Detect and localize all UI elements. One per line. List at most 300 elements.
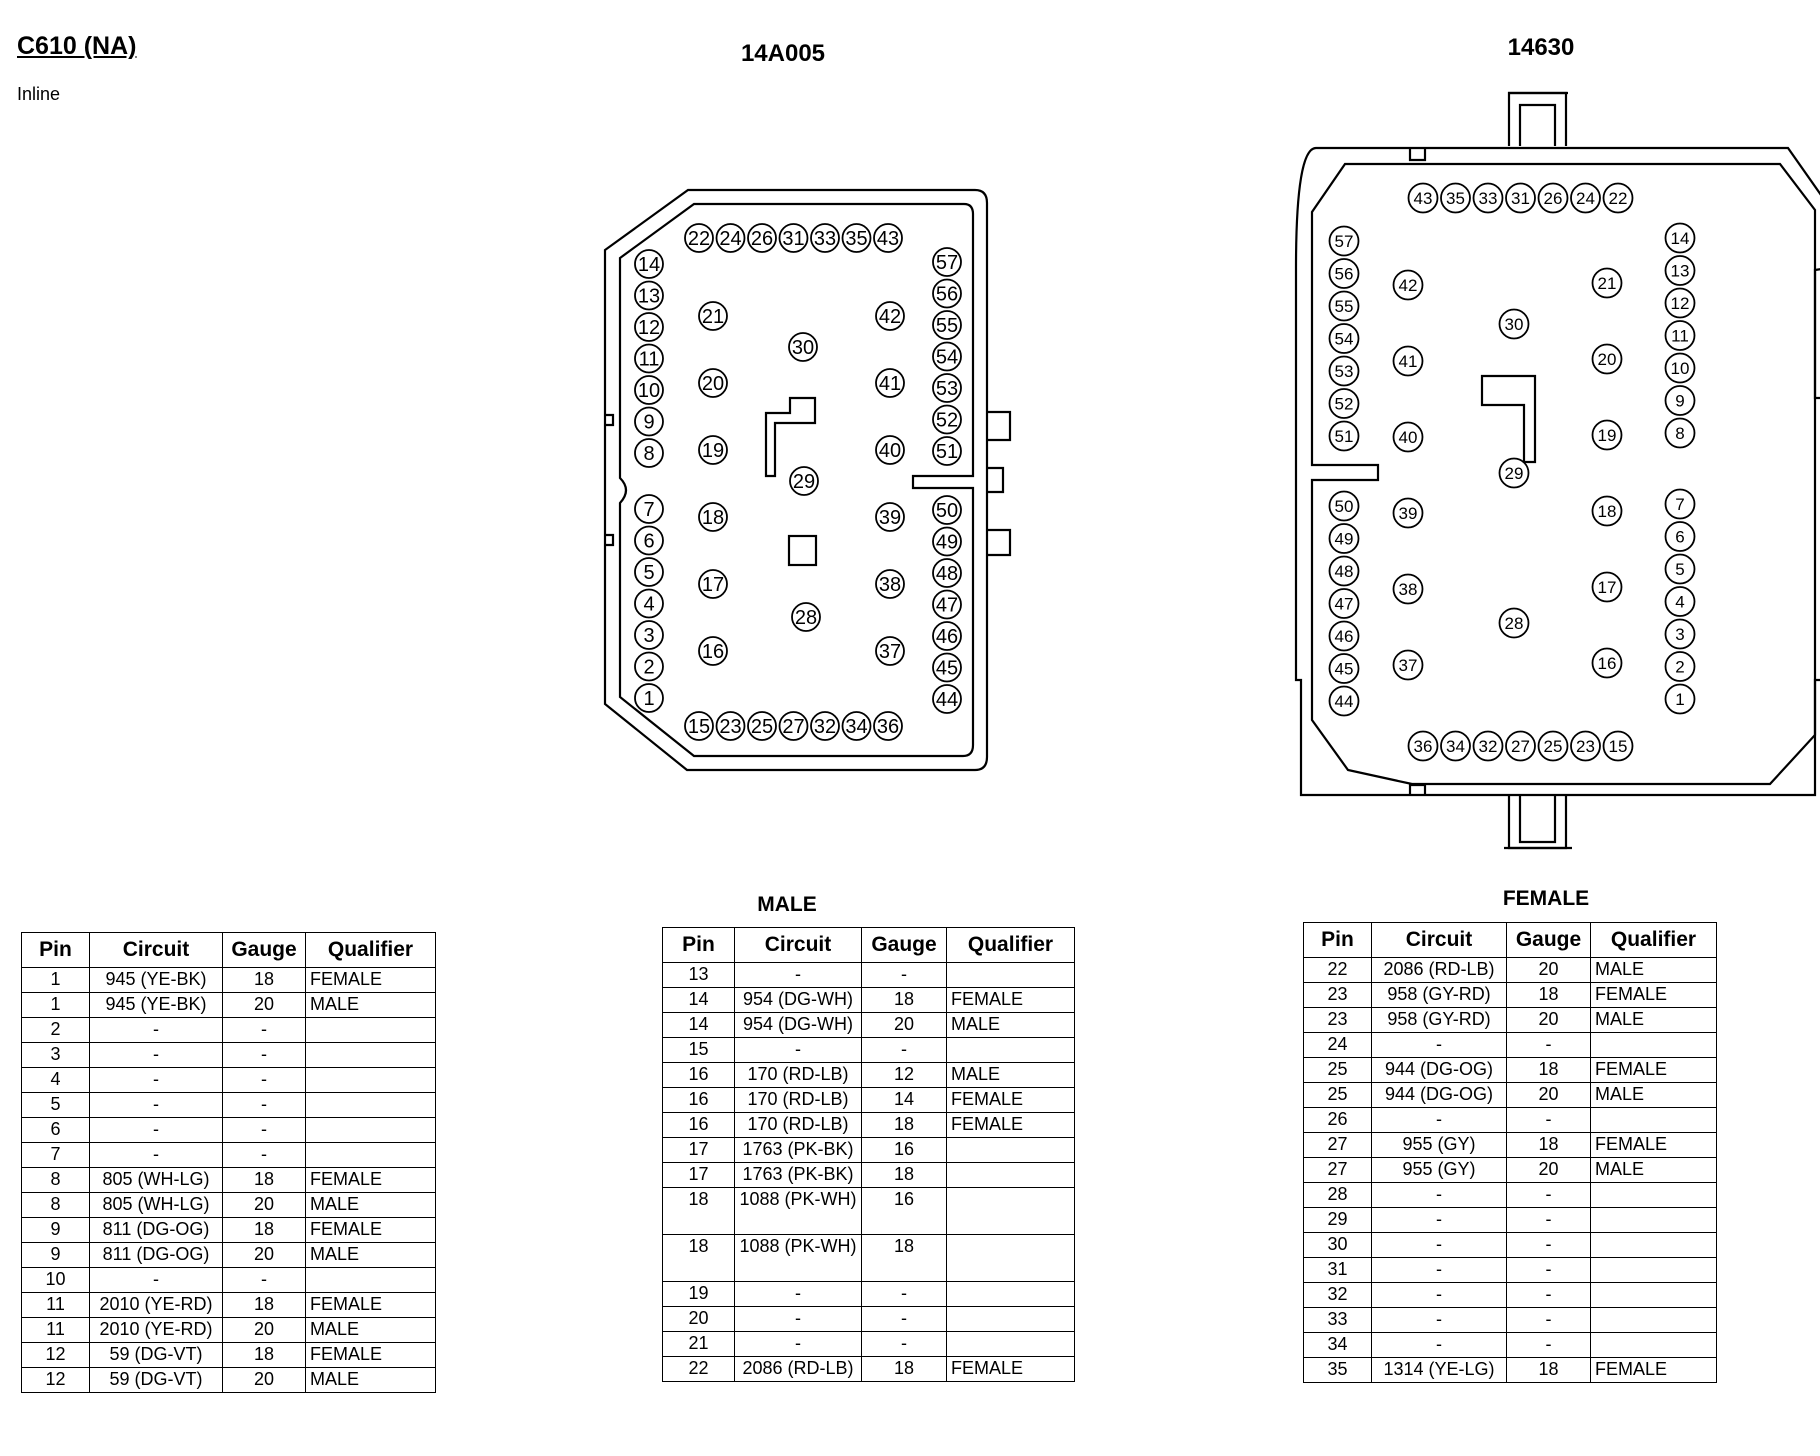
qualifier-cell [1591,1283,1717,1308]
pin-number-label: 37 [1398,656,1418,676]
gauge-cell: - [1507,1183,1591,1208]
pin-cell: 29 [1304,1208,1372,1233]
table-row [22,1268,436,1293]
qualifier-cell: FEMALE [306,968,436,993]
pin-number-label: 48 [935,563,959,586]
qualifier-header: Qualifier [947,928,1075,963]
pin-number-label: 6 [1675,527,1685,547]
qualifier-cell: MALE [947,1063,1075,1088]
qualifier-cell [947,1038,1075,1063]
table-row [1304,1033,1717,1058]
qualifier-cell: MALE [1591,1083,1717,1108]
circuit-cell: - [735,1332,862,1357]
left-gender-label: MALE [757,893,817,916]
pin-number-label: 28 [794,607,818,630]
qualifier-cell: MALE [306,1368,436,1393]
pin-cell: 22 [1304,958,1372,983]
pin-number-label: 36 [1413,737,1433,757]
pin-number-label: 44 [1334,692,1354,712]
pin-number-label: 55 [935,315,959,338]
pin-number-label: 19 [1597,426,1617,446]
circuit-cell: - [1372,1208,1507,1233]
pin-cell: 8 [22,1168,90,1193]
pin-number-label: 20 [701,373,725,396]
pin-number-label: 32 [813,716,837,739]
table-row [663,1282,1075,1307]
pin-number-label: 17 [701,574,725,597]
qualifier-cell [306,1118,436,1143]
pin-cell: 18 [663,1188,735,1235]
pin-cell: 6 [22,1118,90,1143]
pin-table-3 [1303,922,1717,1383]
circuit-cell: 1763 (PK-BK) [735,1138,862,1163]
pin-cell: 17 [663,1138,735,1163]
gauge-cell: 18 [1507,983,1591,1008]
pin-number-label: 23 [1576,737,1595,757]
gauge-cell: 20 [862,1013,947,1038]
pin-cell: 25 [1304,1083,1372,1108]
circuit-cell: - [90,1268,223,1293]
circuit-cell: 955 (GY) [1372,1158,1507,1183]
pin-number-label: 7 [1675,495,1685,515]
pin-number-label: 30 [791,337,815,360]
gauge-cell: 18 [862,988,947,1013]
pin-number-label: 16 [701,641,725,664]
qualifier-cell [306,1068,436,1093]
gauge-cell: 18 [1507,1058,1591,1083]
pin-number-label: 18 [701,507,725,530]
gauge-cell: - [862,1332,947,1357]
pin-number-label: 51 [1334,427,1354,447]
pin-cell: 15 [663,1038,735,1063]
gauge-header: Gauge [862,928,947,963]
pin-number-label: 38 [878,574,902,597]
table-row [663,1063,1075,1088]
pin-number-label: 36 [876,716,900,739]
pin-cell: 7 [22,1143,90,1168]
pin-number-label: 29 [1504,464,1524,484]
right-pin-group [1330,184,1695,761]
qualifier-cell [947,1138,1075,1163]
pin-number-label: 31 [782,228,805,251]
pin-number-label: 30 [1504,315,1524,335]
pin-number-label: 1 [643,688,655,711]
circuit-cell: - [90,1018,223,1043]
gauge-cell: - [223,1143,306,1168]
gauge-cell: - [223,1068,306,1093]
qualifier-cell [1591,1233,1717,1258]
table-row [22,1368,436,1393]
circuit-cell: 170 (RD-LB) [735,1088,862,1113]
table-row [1304,1333,1717,1358]
qualifier-cell: FEMALE [947,988,1075,1013]
pin-cell: 5 [22,1093,90,1118]
pin-cell: 26 [1304,1108,1372,1133]
table-row [663,1188,1075,1235]
pin-number-label: 53 [1334,362,1354,382]
gauge-cell: - [223,1093,306,1118]
pin-number-label: 25 [1543,737,1563,757]
gauge-cell: - [1507,1108,1591,1133]
circuit-cell: 2086 (RD-LB) [1372,958,1507,983]
pin-cell: 9 [22,1218,90,1243]
gauge-cell: - [1507,1333,1591,1358]
qualifier-cell: MALE [1591,958,1717,983]
gauge-cell: 20 [223,1318,306,1343]
gauge-cell: 20 [1507,1008,1591,1033]
circuit-cell: - [1372,1308,1507,1333]
circuit-cell: 955 (GY) [1372,1133,1507,1158]
qualifier-cell [1591,1183,1717,1208]
gauge-cell: - [223,1268,306,1293]
circuit-cell: - [90,1093,223,1118]
qualifier-cell [947,1235,1075,1282]
circuit-cell: 1763 (PK-BK) [735,1163,862,1188]
pin-cell: 9 [22,1243,90,1268]
table-row [22,1318,436,1343]
pin-number-label: 10 [637,380,661,403]
gauge-cell: - [862,1307,947,1332]
qualifier-header: Qualifier [1591,923,1717,958]
qualifier-cell [947,1282,1075,1307]
table-row [663,1088,1075,1113]
qualifier-cell [306,1268,436,1293]
circuit-cell: 2086 (RD-LB) [735,1357,862,1382]
qualifier-header: Qualifier [306,933,436,968]
pin-number-label: 53 [935,378,959,401]
connector-subtitle: Inline [17,84,61,104]
table-row [22,1018,436,1043]
pin-number-label: 47 [935,594,959,617]
table-row [22,1218,436,1243]
gauge-cell: 20 [223,993,306,1018]
gauge-cell: - [223,1118,306,1143]
circuit-cell: 170 (RD-LB) [735,1063,862,1088]
gauge-cell: 18 [223,1293,306,1318]
table-row [1304,1158,1717,1183]
gauge-cell: - [1507,1208,1591,1233]
qualifier-cell: MALE [306,1193,436,1218]
pin-number-label: 43 [876,228,900,251]
pin-number-label: 42 [878,306,902,329]
table-row [22,1168,436,1193]
pin-number-label: 19 [701,440,725,463]
table-row [1304,1208,1717,1233]
pin-cell: 27 [1304,1133,1372,1158]
pin-number-label: 41 [1398,352,1418,372]
qualifier-cell [306,1018,436,1043]
pin-number-label: 35 [1446,189,1465,209]
pin-number-label: 4 [643,593,655,616]
pin-number-label: 22 [687,228,711,251]
circuit-cell: - [1372,1183,1507,1208]
table-row [1304,1183,1717,1208]
pin-number-label: 8 [643,443,655,466]
pin-number-label: 13 [1670,261,1690,281]
circuit-cell: - [1372,1258,1507,1283]
pin-cell: 23 [1304,1008,1372,1033]
table-row [22,1118,436,1143]
table-row [22,1143,436,1168]
circuit-cell: - [1372,1033,1507,1058]
table-row [1304,1308,1717,1333]
gauge-cell: - [862,963,947,988]
pin-number-label: 23 [719,716,742,739]
pin-number-label: 52 [1334,394,1354,414]
circuit-cell: 811 (DG-OG) [90,1218,223,1243]
qualifier-cell: FEMALE [947,1088,1075,1113]
table-row [663,988,1075,1013]
qualifier-cell [947,1163,1075,1188]
pin-cell: 16 [663,1088,735,1113]
table-row [22,1093,436,1118]
pin-number-label: 24 [1576,189,1595,209]
circuit-cell: - [1372,1233,1507,1258]
qualifier-cell: FEMALE [306,1343,436,1368]
table-row [22,1243,436,1268]
table-row [663,1307,1075,1332]
circuit-cell: 954 (DG-WH) [735,988,862,1013]
gauge-cell: 20 [223,1368,306,1393]
table-row [663,1332,1075,1357]
gauge-cell: 18 [223,968,306,993]
gauge-cell: - [1507,1233,1591,1258]
pin-number-label: 21 [1597,274,1617,294]
circuit-cell: 1088 (PK-WH) [735,1188,862,1235]
circuit-cell: - [1372,1108,1507,1133]
circuit-cell: 59 (DG-VT) [90,1368,223,1393]
pin-header: Pin [22,933,90,968]
pin-number-label: 33 [813,228,837,251]
circuit-cell: 958 (GY-RD) [1372,983,1507,1008]
pin-number-label: 37 [878,641,902,664]
pin-number-label: 9 [643,411,655,434]
pin-number-label: 27 [782,716,805,739]
pin-number-label: 43 [1413,189,1433,209]
qualifier-cell: MALE [306,993,436,1018]
pin-cell: 27 [1304,1158,1372,1183]
pin-number-label: 44 [935,689,959,712]
pin-cell: 17 [663,1163,735,1188]
pin-number-label: 1 [1675,690,1685,710]
pin-number-label: 9 [1675,391,1685,411]
pin-number-label: 26 [1543,189,1563,209]
pin-number-label: 14 [1670,229,1690,249]
gauge-header: Gauge [223,933,306,968]
table-row [1304,1233,1717,1258]
pin-cell: 33 [1304,1308,1372,1333]
qualifier-cell: MALE [947,1013,1075,1038]
gauge-cell: 18 [1507,1358,1591,1383]
table-row [1304,983,1717,1008]
pin-number-label: 34 [845,716,868,739]
pin-cell: 24 [1304,1033,1372,1058]
circuit-cell: 170 (RD-LB) [735,1113,862,1138]
pin-number-label: 52 [935,409,959,432]
gauge-cell: 16 [862,1138,947,1163]
table-row [1304,1008,1717,1033]
pin-number-label: 12 [637,317,661,340]
qualifier-cell: FEMALE [306,1168,436,1193]
pin-number-label: 39 [878,507,902,530]
circuit-cell: 1314 (YE-LG) [1372,1358,1507,1383]
pin-number-label: 21 [701,306,725,329]
pin-number-label: 28 [1504,614,1524,634]
pin-cell: 21 [663,1332,735,1357]
circuit-cell: - [735,1282,862,1307]
pin-number-label: 13 [637,285,661,308]
table-row [1304,1133,1717,1158]
table-row [663,1163,1075,1188]
qualifier-cell: FEMALE [1591,983,1717,1008]
qualifier-cell [947,963,1075,988]
pin-number-label: 15 [687,716,711,739]
gauge-cell: - [223,1018,306,1043]
right-gender-label: FEMALE [1502,887,1590,910]
pin-number-label: 17 [1597,578,1617,598]
pin-number-label: 51 [935,441,959,464]
table-row [22,993,436,1018]
pin-number-label: 4 [1675,592,1685,612]
table-row [663,1038,1075,1063]
circuit-cell: - [90,1068,223,1093]
pin-number-label: 5 [643,562,655,585]
pin-cell: 4 [22,1068,90,1093]
qualifier-cell: FEMALE [947,1357,1075,1382]
gauge-cell: 18 [862,1113,947,1138]
pin-cell: 1 [22,993,90,1018]
pin-number-label: 46 [935,626,959,649]
table-row [663,1235,1075,1282]
pin-number-label: 35 [845,228,868,251]
pin-number-label: 27 [1511,737,1530,757]
pin-cell: 13 [663,963,735,988]
pin-number-label: 47 [1334,594,1354,614]
pin-table-1 [21,932,436,1393]
circuit-cell: - [735,1307,862,1332]
pin-number-label: 3 [643,625,655,648]
qualifier-cell: MALE [1591,1158,1717,1183]
qualifier-cell: FEMALE [306,1218,436,1243]
table-row [1304,1058,1717,1083]
circuit-cell: - [90,1043,223,1068]
pin-number-label: 42 [1398,276,1418,296]
qualifier-cell: FEMALE [306,1293,436,1318]
gauge-cell: - [862,1282,947,1307]
gauge-cell: - [1507,1308,1591,1333]
circuit-cell: 958 (GY-RD) [1372,1008,1507,1033]
pin-number-label: 3 [1675,625,1685,645]
pin-cell: 20 [663,1307,735,1332]
pin-cell: 11 [22,1293,90,1318]
pin-cell: 28 [1304,1183,1372,1208]
circuit-cell: - [735,963,862,988]
pin-number-label: 38 [1398,580,1418,600]
pin-cell: 22 [663,1357,735,1382]
gauge-cell: 18 [862,1357,947,1382]
qualifier-cell [306,1093,436,1118]
pin-number-label: 11 [638,348,660,371]
pin-cell: 30 [1304,1233,1372,1258]
pin-number-label: 49 [935,531,959,554]
table-row [1304,958,1717,983]
gauge-cell: - [1507,1033,1591,1058]
pin-number-label: 8 [1675,424,1685,444]
circuit-cell: 945 (YE-BK) [90,993,223,1018]
table-row [663,1013,1075,1038]
pin-number-label: 54 [935,346,959,369]
pin-cell: 10 [22,1268,90,1293]
circuit-cell: - [1372,1333,1507,1358]
gauge-cell: 20 [1507,958,1591,983]
pin-number-label: 16 [1597,654,1617,674]
circuit-cell: 944 (DG-OG) [1372,1058,1507,1083]
circuit-cell: 805 (WH-LG) [90,1168,223,1193]
circuit-header: Circuit [735,928,862,963]
table-row [22,1343,436,1368]
pin-number-label: 2 [643,656,655,679]
qualifier-cell: MALE [306,1243,436,1268]
qualifier-cell [1591,1108,1717,1133]
pin-number-label: 18 [1597,502,1617,522]
pin-number-label: 50 [935,500,959,523]
table-row [1304,1108,1717,1133]
gauge-cell: - [1507,1258,1591,1283]
pin-cell: 16 [663,1063,735,1088]
circuit-cell: 954 (DG-WH) [735,1013,862,1038]
circuit-cell: 2010 (YE-RD) [90,1293,223,1318]
qualifier-cell [306,1143,436,1168]
gauge-cell: 14 [862,1088,947,1113]
pin-table-2 [662,927,1075,1382]
pin-cell: 1 [22,968,90,993]
gauge-cell: 18 [223,1168,306,1193]
table-row [663,1113,1075,1138]
pin-number-label: 2 [1675,657,1685,677]
pin-number-label: 10 [1670,359,1690,379]
qualifier-cell [1591,1258,1717,1283]
pin-number-label: 26 [750,228,774,251]
gauge-cell: 18 [223,1343,306,1368]
gauge-cell: 12 [862,1063,947,1088]
circuit-cell: - [90,1143,223,1168]
circuit-cell: 805 (WH-LG) [90,1193,223,1218]
pin-cell: 11 [22,1318,90,1343]
pin-number-label: 54 [1334,329,1354,349]
qualifier-cell: MALE [1591,1008,1717,1033]
gauge-cell: - [862,1038,947,1063]
pin-cell: 2 [22,1018,90,1043]
pin-number-label: 50 [1334,497,1354,517]
gauge-cell: 16 [862,1188,947,1235]
pin-number-label: 12 [1670,294,1690,314]
gauge-header: Gauge [1507,923,1591,958]
table-row [22,1068,436,1093]
gauge-cell: - [1507,1283,1591,1308]
table-row [22,1293,436,1318]
pin-number-label: 29 [792,471,816,494]
qualifier-cell [306,1043,436,1068]
qualifier-cell: FEMALE [1591,1133,1717,1158]
pin-number-label: 22 [1608,189,1628,209]
qualifier-cell: FEMALE [1591,1358,1717,1383]
pin-cell: 12 [22,1343,90,1368]
table-row [663,963,1075,988]
circuit-header: Circuit [90,933,223,968]
pin-number-label: 55 [1334,297,1354,317]
pin-number-label: 34 [1446,737,1465,757]
pin-number-label: 45 [1334,659,1354,679]
